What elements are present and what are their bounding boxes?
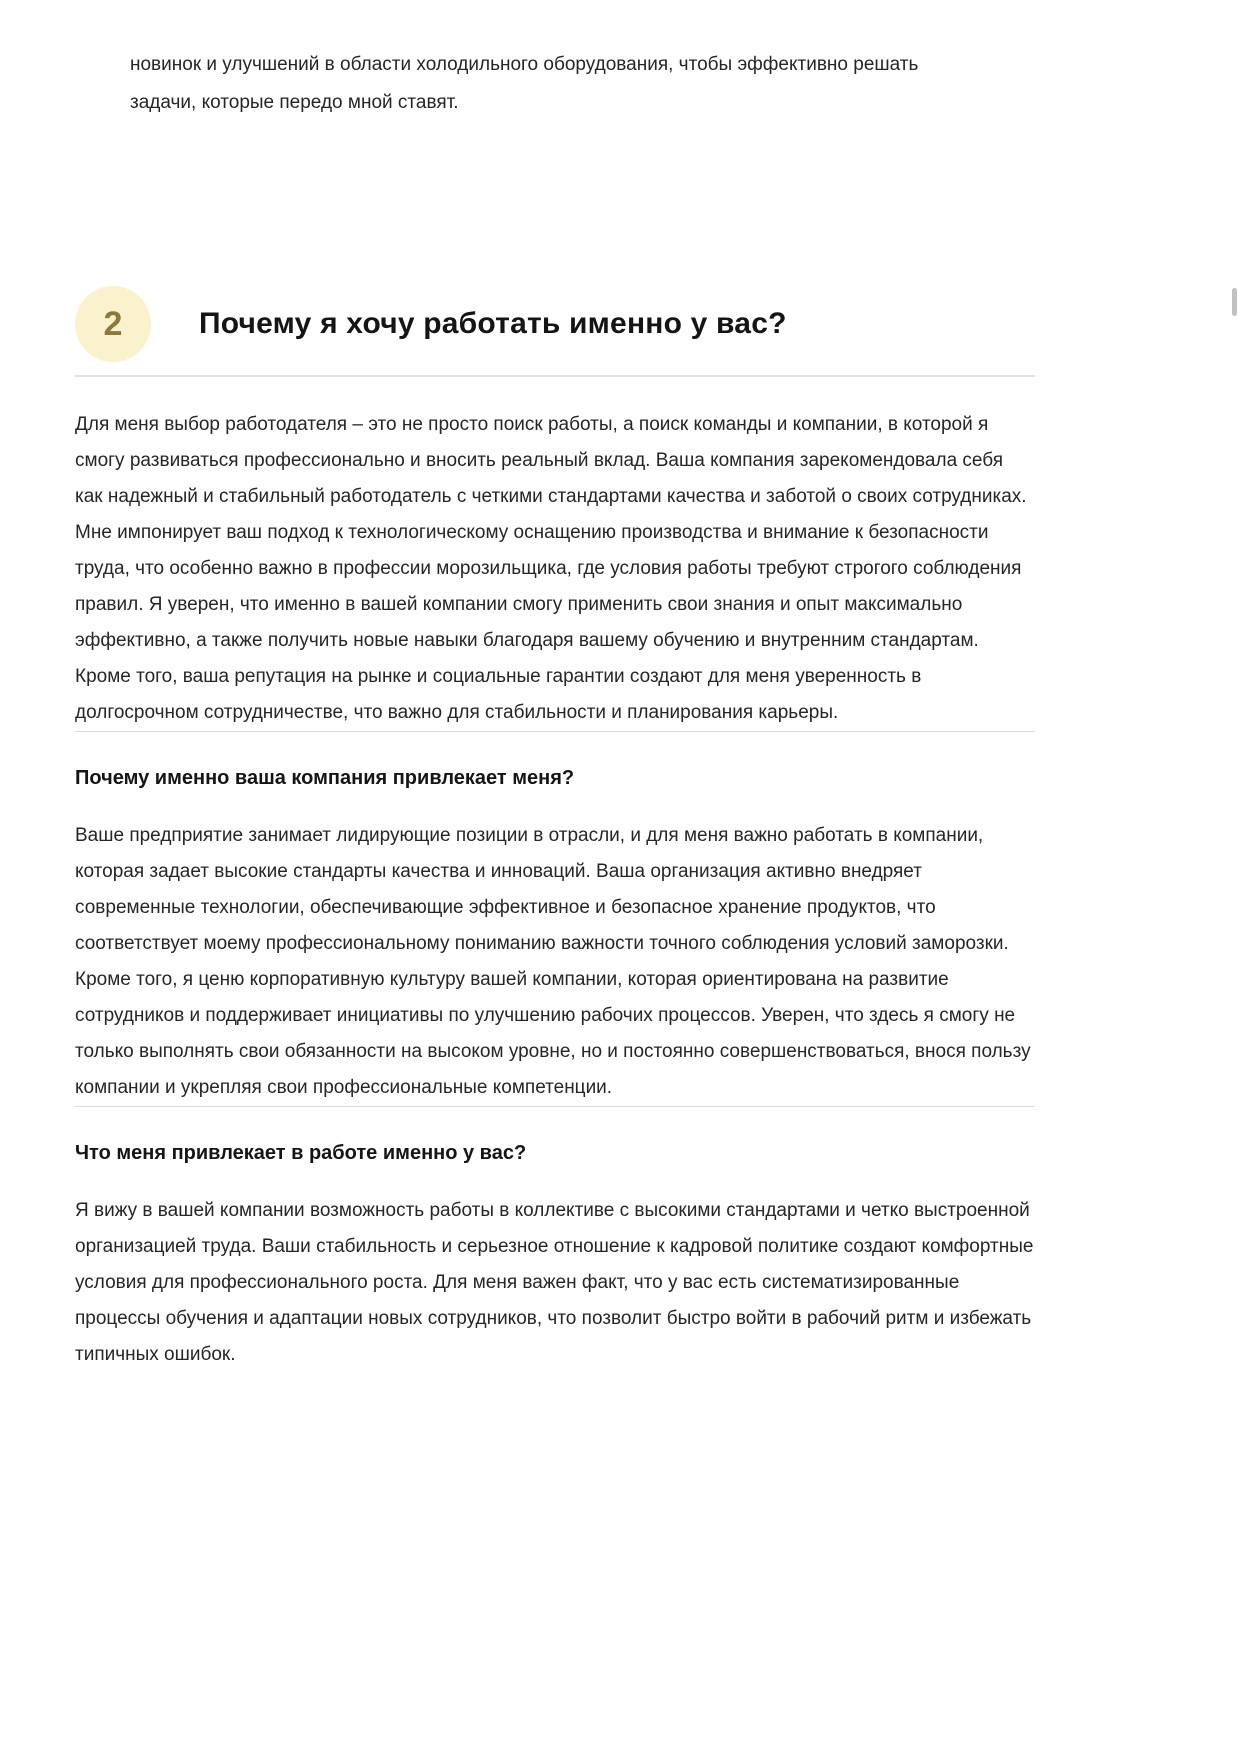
section-divider-1 bbox=[75, 731, 1035, 732]
section-title: Почему я хочу работать именно у вас? bbox=[199, 307, 787, 341]
section-header bbox=[75, 286, 1035, 362]
section-number-badge bbox=[75, 286, 151, 362]
continuation-paragraph: новинок и улучшений в области холодильного оборудования, чтобы эффективно решать задачи, которые передо мной ставят. bbox=[130, 54, 919, 113]
subsection-heading-2: Что меня привлекает в работе именно у вас? bbox=[75, 1142, 527, 1164]
subsection-paragraph-2: Я вижу в вашей компании возможность работы в коллективе с высокими стандартами и четко выстроенной организацией труда. Ваши стабильность и серьезное отношение к кадровой политике создают комфортные условия для профессионального роста. Для меня важен факт, что у вас есть систематизированные процессы обучения и адаптации новых сотрудников, что позволит быстро войти в рабочий ритм и избежать типичных ошибок. bbox=[75, 1200, 1034, 1365]
subsection-paragraph-1: Ваше предприятие занимает лидирующие позиции в отрасли, и для меня важно работать в компании, которая задает высокие стандарты качества и инноваций. Ваша организация активно внедряет современные технологии, обеспечивающие эффективное и безопасное хранение продуктов, что соответствует моему профессиональному пониманию важности точного соблюдения условий заморозки. Кроме того, я ценю корпоративную культуру вашей компании, которая ориентирована на развитие сотрудников и поддерживает инициативы по улучшению рабочих процессов. Уверен, что здесь я смогу не только выполнять свои обязанности на высоком уровне, но и постоянно совершенствоваться, внося пользу компании и укрепляя свои профессиональные компетенции. bbox=[75, 825, 1031, 1098]
subsection-heading-1: Почему именно ваша компания привлекает меня? bbox=[75, 767, 575, 789]
section-divider-2 bbox=[75, 1106, 1035, 1107]
document-page bbox=[75, 0, 1035, 1373]
scrollbar-thumb[interactable] bbox=[1232, 288, 1237, 316]
title-divider bbox=[75, 375, 1035, 377]
section-intro-paragraph: Для меня выбор работодателя – это не просто поиск работы, а поиск команды и компании, в которой я смогу развиваться профессионально и вносить реальный вклад. Ваша компания зарекомендовала себя как надежный и стабильный работодатель с четкими стандартами качества и заботой о своих сотрудниках. Мне импонирует ваш подход к технологическому оснащению производства и внимание к безопасности труда, что особенно важно в профессии морозильщика, где условия работы требуют строгого соблюдения правил. Я уверен, что именно в вашей компании смогу применить свои знания и опыт максимально эффективно, а также получить новые навыки благодаря вашему обучению и внутренним стандартам. Кроме того, ваша репутация на рынке и социальные гарантии создают для меня уверенность в долгосрочном сотрудничестве, что важно для стабильности и планирования карьеры. bbox=[75, 414, 1027, 723]
section-number: 2 bbox=[103, 304, 123, 343]
